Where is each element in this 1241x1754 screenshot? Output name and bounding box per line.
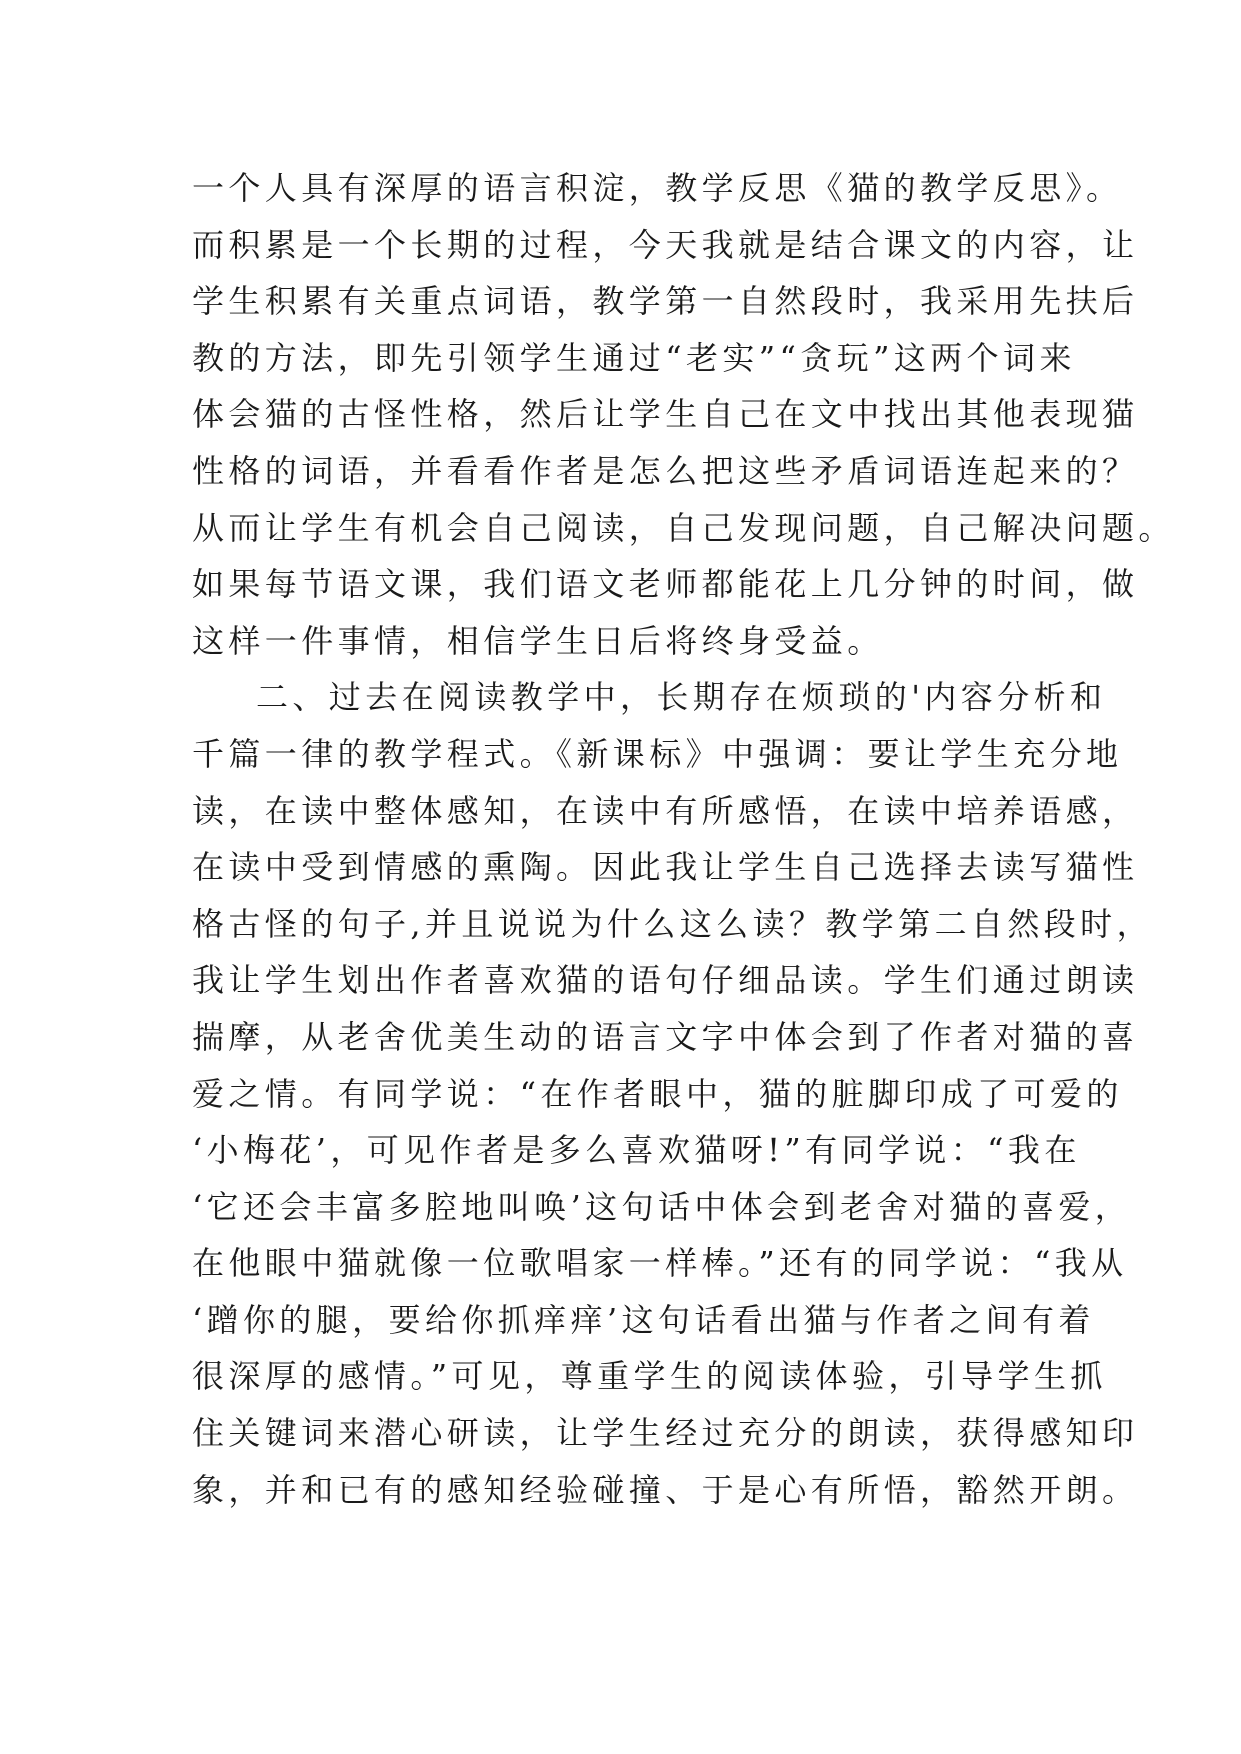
text-line: 很深厚的感情。”可见，尊重学生的阅读体验，引导学生抓 <box>192 1357 1107 1396</box>
text-line: 住关键词来潜心研读，让学生经过充分的朗读，获得感知印 <box>192 1414 1139 1453</box>
text-line: 而积累是一个长期的过程，今天我就是结合课文的内容，让 <box>192 225 1139 264</box>
text-line: 千篇一律的教学程式。《新课标》中强调：要让学生充分地 <box>192 734 1123 773</box>
text-line: ‘小梅花’，可见作者是多么喜欢猫呀!”有同学说：“我在 <box>192 1131 1081 1170</box>
text-line: 从而让学生有机会自己阅读，自己发现问题，自己解决问题。 <box>192 508 1175 547</box>
text-line: 体会猫的古怪性格，然后让学生自己在文中找出其他表现猫 <box>192 395 1139 434</box>
body-text <box>192 160 1175 1518</box>
paragraph-first-line: 二、过去在阅读教学中，长期存在烦琐的'内容分析和 <box>256 678 1107 717</box>
text-line: 象，并和已有的感知经验碰撞、于是心有所悟，豁然开朗。 <box>192 1470 1139 1509</box>
text-line: 揣摩，从老舍优美生动的语言文字中体会到了作者对猫的喜 <box>192 1017 1139 1056</box>
text-line: ‘蹭你的腿，要给你抓痒痒’这句话看出猫与作者之间有着 <box>192 1300 1095 1339</box>
text-line: 读，在读中整体感知，在读中有所感悟，在读中培养语感， <box>192 791 1139 830</box>
text-line: 爱之情。有同学说：“在作者眼中，猫的脏脚印成了可爱的 <box>192 1074 1123 1113</box>
text-line: 如果每节语文课，我们语文老师都能花上几分钟的时间，做 <box>192 565 1139 604</box>
text-line: 我让学生划出作者喜欢猫的语句仔细品读。学生们通过朗读 <box>192 961 1139 1000</box>
text-line: 一个人具有深厚的语言积淀，教学反思《猫的教学反思》。 <box>192 169 1123 207</box>
text-line: 这样一件事情，相信学生日后将终身受益。 <box>192 621 884 660</box>
text-line: 格古怪的句子,并且说说为什么这么读？教学第二自然段时， <box>192 904 1153 943</box>
text-line: ‘它还会丰富多腔地叫唤’这句话中体会到老舍对猫的喜爱， <box>192 1187 1132 1226</box>
text-line: 学生积累有关重点词语，教学第一自然段时，我采用先扶后 <box>192 282 1139 321</box>
text-line: 教的方法，即先引领学生通过“老实”“贪玩”这两个词来 <box>192 338 1076 377</box>
text-line: 在他眼中猫就像一位歌唱家一样棒。”还有的同学说：“我从 <box>192 1244 1128 1283</box>
text-line: 在读中受到情感的熏陶。因此我让学生自己选择去读写猫性 <box>192 848 1139 887</box>
text-line: 性格的词语，并看看作者是怎么把这些矛盾词语连起来的？ <box>192 451 1139 490</box>
